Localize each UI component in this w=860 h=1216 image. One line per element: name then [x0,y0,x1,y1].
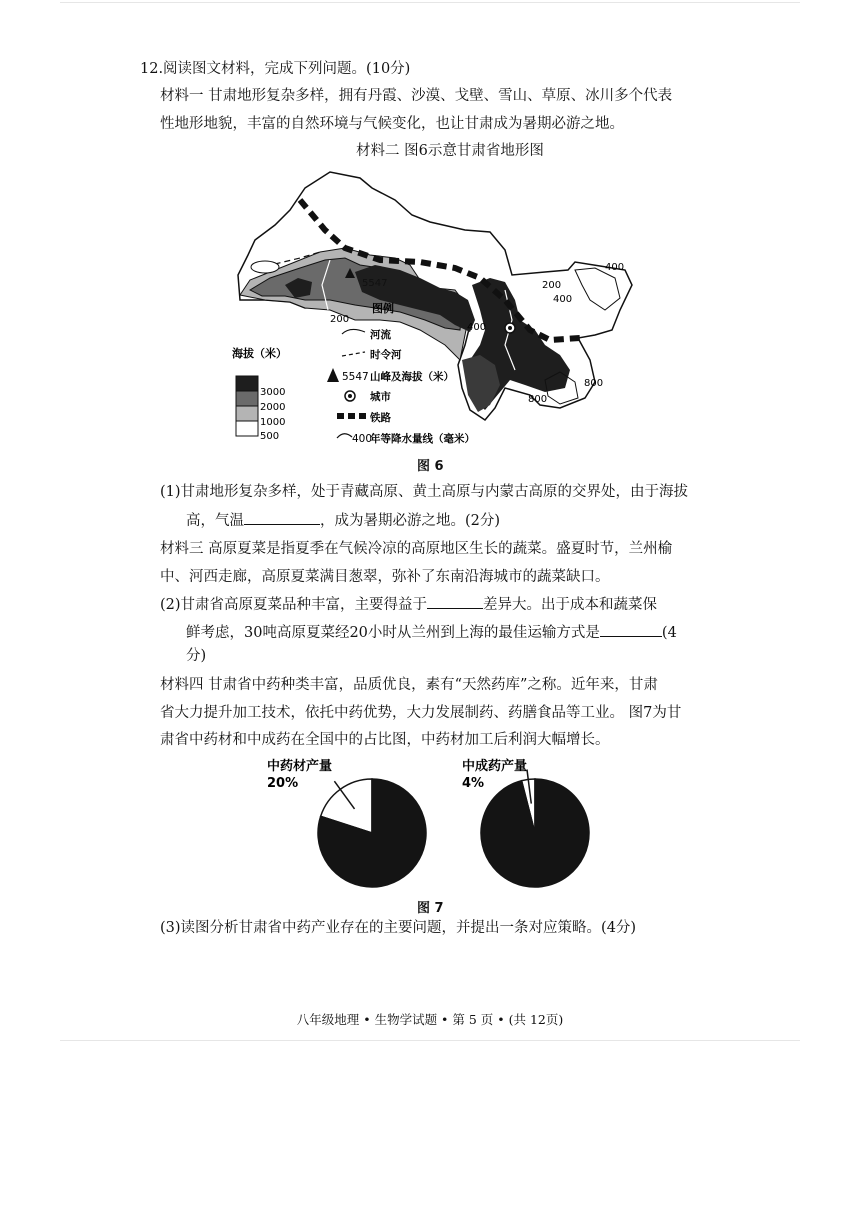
figure7-pie-charts [0,750,860,900]
question-title: 12.阅读图文材料，完成下列问题。(10分) [140,61,411,77]
legend-peak-label: 山峰及海拔（米） [370,371,454,383]
map-peak-label: 5547 [362,278,388,289]
altitude-level: 500 [260,431,280,442]
altitude-swatch-2000 [236,391,258,406]
material3-line1: 材料三 高原夏菜是指夏季在气候冷凉的高原地区生长的蔬菜。盛夏时节，兰州榆 [160,541,673,557]
gansu-terrain-map [0,160,860,490]
q2-text-c: 鲜考虑，30吨高原夏菜经20小时从兰州到上海的最佳运输方式是 [186,625,600,641]
q2-line2 [186,622,677,643]
map-city-dot [508,326,512,330]
legend-isohyet-label: 年等降水量线（毫米） [370,433,475,445]
q2-text-a: (2)甘肃省高原夏菜品种丰富，主要得益于 [160,597,428,613]
material2-title: 材料二 图6示意甘肃省地形图 [356,143,544,159]
pie1-title: 中药材产量 [267,759,333,774]
legend-isohyet-icon [337,434,352,438]
legend-seasonal-river-label: 时令河 [370,349,402,361]
pie2-percent-label: 4% [462,776,485,791]
pie2-title: 中成药产量 [462,759,528,774]
altitude-swatch-500 [236,421,258,436]
altitude-level: 1000 [260,417,286,428]
figure6-caption: 图 6 [417,459,444,474]
footer-rule [60,1040,800,1041]
altitude-level: 2000 [260,402,286,413]
q2-line1 [160,594,657,615]
q2-text-b: 差异大。出于成本和蔬菜保 [483,597,658,613]
altitude-swatch-1000 [236,406,258,421]
legend-river-label: 河流 [370,329,391,341]
altitude-level: 3000 [260,387,286,398]
pie1-percent-label: 20% [267,776,299,791]
material4-line3: 肃省中药材和中成药在全国中的占比图，中药材加工后利润大幅增长。 [160,732,610,748]
map-contour-label: 200 [542,280,562,291]
altitude-swatch-3000 [236,376,258,391]
legend-peak-icon [327,368,339,382]
figure7-caption: 图 7 [417,901,444,916]
legend-seasonal-river-icon [342,352,365,356]
legend-peak-num: 5547 [342,371,369,383]
q2-line3: 分) [186,648,207,664]
q1-answer-blank[interactable] [244,510,320,525]
pie2-slice-2 [481,779,589,887]
legend-railway-label: 铁路 [370,412,391,424]
legend-title: 图例 [372,302,394,315]
q2-answer-blank-1[interactable] [427,594,483,609]
map-contour-label: 400 [553,294,573,305]
legend-city-dot [348,394,352,398]
q3-line: (3)读图分析甘肃省中药产业存在的主要问题，并提出一条对应策略。(4分) [160,920,637,936]
legend-city-label: 城市 [370,391,391,403]
page-footer: 八年级地理 • 生物学试题 • 第 5 页 • (共 12页) [296,1012,564,1027]
material4-line1: 材料四 甘肃省中药种类丰富，品质优良，素有“天然药库”之称。近年来，甘肃 [160,677,658,693]
map-contour-label: 800 [528,394,548,405]
material4-line2: 省大力提升加工技术，依托中药优势，大力发展制药、药膳食品等工业。 图7为甘 [160,705,682,721]
map-contour-label: 800 [584,378,604,389]
q2-text-d: (4 [661,625,677,641]
q1-text-a: 高，气温 [186,513,244,529]
q1-text-b: ，成为暑期必游之地。(2分) [320,513,501,529]
material3-line2: 中、河西走廊，高原夏菜满目葱翠，弥补了东南沿海城市的蔬菜缺口。 [160,569,610,585]
material1-line1: 材料一 甘肃地形复杂多样，拥有丹霞、沙漠、戈壁、雪山、草原、冰川多个代表 [160,88,673,104]
material1-line2: 性地形地貌，丰富的自然环境与气候变化，也让甘肃成为暑期必游之地。 [160,116,624,132]
legend-isohyet-num: 400 [352,433,373,445]
map-contour-label: 400 [605,262,625,273]
map-lake [251,261,279,273]
altitude-title: 海拔（米） [232,347,287,360]
q1-line2 [186,510,500,531]
map-contour-label: 200 [330,314,350,325]
map-contour-label: 400 [467,322,487,333]
q2-answer-blank-2[interactable] [600,622,662,637]
top-rule [60,2,800,3]
legend-river-icon [342,329,365,334]
q1-line1: (1)甘肃地形复杂多样，处于青藏高原、黄土高原与内蒙古高原的交界处，由于海拔 [160,484,689,500]
